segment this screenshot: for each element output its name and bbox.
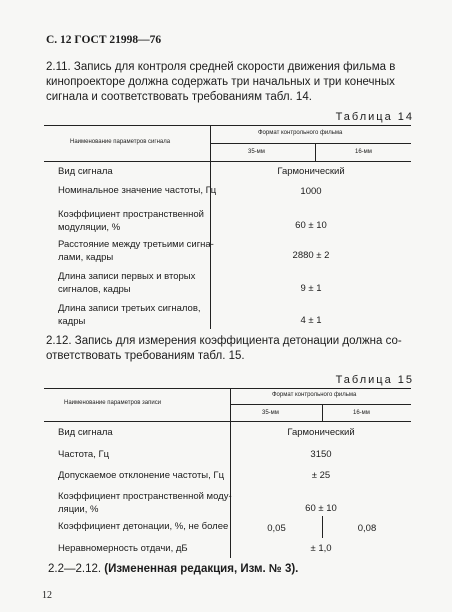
table-row-value: Гармонический <box>277 166 345 177</box>
paragraph-line: сигнала и соответствовать требованиям табл. 14. <box>46 91 312 103</box>
paragraph-line: 2.11. Запись для контроля средней скорости движения фильма в <box>46 61 396 73</box>
table-rule <box>44 161 411 162</box>
column-header-param: Наименование параметров записи <box>64 400 162 406</box>
table-row-label <box>58 238 214 264</box>
table-row-label-line: Длина записи первых и вторых <box>58 271 196 282</box>
amendment-text: (Измененная редакция, Изм. № 3). <box>104 563 299 575</box>
table-rule <box>44 388 411 389</box>
table-row-value: 4 ± 1 <box>300 315 322 326</box>
paragraph-line: ответствовать требованиям табл. 15. <box>46 350 245 362</box>
column-header-format: Формат контрольного фильма <box>272 392 357 398</box>
table-row-value: 1000 <box>300 186 322 197</box>
table-14-caption: Таблица 14 <box>335 111 414 123</box>
table-row-value-35mm: 0,05 <box>267 523 286 534</box>
table-row-value-16mm: 0,08 <box>357 523 377 534</box>
table-rule <box>322 404 323 421</box>
table-row-label: Неравномерность отдачи, дБ <box>58 543 188 554</box>
column-header-35mm: 35-мм <box>262 410 279 416</box>
column-header-param: Наименование параметров сигнала <box>70 139 171 145</box>
table-row-value: 60 ± 10 <box>295 220 327 231</box>
table-rule <box>44 421 411 422</box>
table-row-label: Частота, Гц <box>58 449 110 460</box>
table-15-caption: Таблица 15 <box>335 374 414 386</box>
paragraph-2-11 <box>46 60 410 105</box>
table-row-label-line: модуляции, % <box>58 222 121 233</box>
table-row-label: Допускаемое отклонение частоты, Гц <box>58 470 225 481</box>
table-rule <box>230 404 411 405</box>
column-header-16mm: 16-мм <box>355 149 372 155</box>
table-row-label-line: Коэффициент пространственной <box>58 209 204 220</box>
table-row-value: 9 ± 1 <box>300 283 322 294</box>
table-row-label: Вид сигнала <box>58 166 113 177</box>
page-number: 12 <box>42 590 52 601</box>
table-row-value: Гармонический <box>287 427 355 438</box>
paragraph-line: кинопроекторе должна содержать три начальных и три конечных <box>46 76 395 88</box>
table-row-label-line: кадры <box>58 316 86 327</box>
table-row-label <box>58 208 204 234</box>
table-row-label-line: Длина записи третьих сигналов, <box>58 303 201 314</box>
table-row-label: Номинальное значение частоты, Гц <box>58 185 217 196</box>
table-rule <box>210 143 411 144</box>
amendment-note <box>48 563 298 575</box>
table-row-label-line: сигналов, кадры <box>58 284 131 295</box>
table-row-label-line: Коэффициент пространственной моду- <box>58 491 232 502</box>
table-row-label: Вид сигнала <box>58 427 113 438</box>
table-rule <box>44 125 411 126</box>
column-header-format: Формат контрольного фильма <box>258 130 343 136</box>
table-row-label <box>58 302 201 328</box>
table-row-label-line: ляции, % <box>58 504 99 515</box>
paragraph-2-12 <box>46 334 410 364</box>
table-row-value: 2880 ± 2 <box>292 250 330 261</box>
table-row-label-line: Расстояние между третьими сигна- <box>58 239 214 250</box>
table-row-label-line: лами, кадры <box>58 252 114 263</box>
table-row-value: ± 25 <box>311 470 331 481</box>
table-row-value: ± 1,0 <box>310 543 332 554</box>
page-header: С. 12 ГОСТ 21998—76 <box>46 34 162 46</box>
table-row-label: Коэффициент детонации, %, не более <box>58 521 229 532</box>
column-header-35mm: 35-мм <box>248 149 265 155</box>
table-row-label <box>58 270 195 296</box>
column-header-16mm: 16-мм <box>353 410 370 416</box>
amendment-range: 2.2—2.12. <box>48 563 105 575</box>
table-row-value: 3150 <box>310 449 332 460</box>
table-row-value: 60 ± 10 <box>305 503 337 514</box>
paragraph-line: 2.12. Запись для измерения коэффициента детонации должна со- <box>46 335 402 347</box>
table-row-label <box>58 490 232 516</box>
table-rule <box>315 143 316 161</box>
